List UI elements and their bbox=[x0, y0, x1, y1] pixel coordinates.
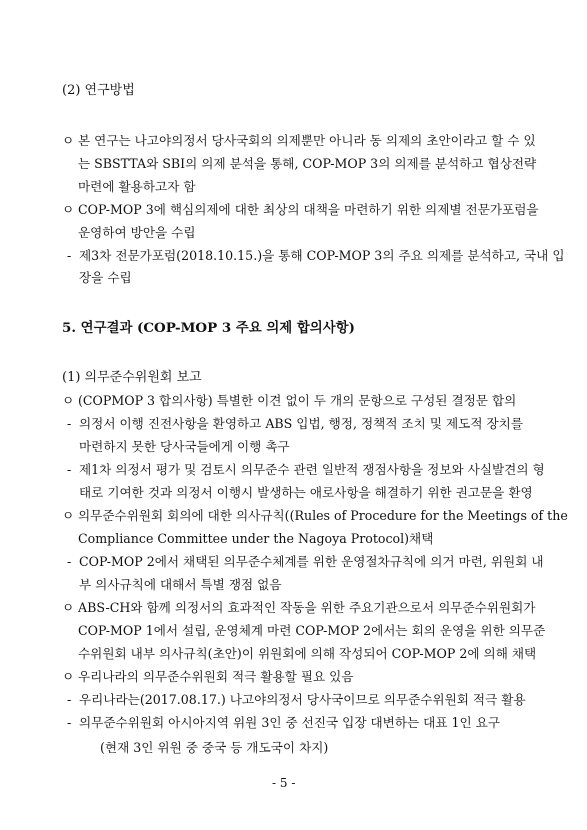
item-line: ABS-CH와 함께 의정서의 효과적인 작동을 위한 주요기관으로서 의무준수위원회가 bbox=[78, 600, 536, 615]
bullet-marker: ㅇ bbox=[62, 202, 75, 217]
item-line: 우리나라의 의무준수위원회 적극 활용할 필요 있음 bbox=[78, 669, 354, 684]
dash-marker: - bbox=[67, 248, 72, 263]
bullet-marker: ㅇ bbox=[62, 600, 75, 615]
item-line: (COPMOP 3 합의사항) 특별한 이견 없이 두 개의 문항으로 구성된 결정문 합의 bbox=[78, 393, 517, 408]
section-heading-results: 5. 연구결과 (COP-MOP 3 주요 의제 합의사항) bbox=[62, 320, 355, 336]
bullet-marker: ㅇ bbox=[62, 393, 75, 408]
item-line: 제3차 전문가포럼(2018.10.15.)을 통해 COP-MOP 3의 주요 의제를 분석하고, 국내 입 bbox=[79, 248, 565, 263]
bullet-marker: ㅇ bbox=[62, 133, 75, 148]
item-line: 본 연구는 나고야의정서 당사국회의 의제뿐만 아니라 동 의제의 초안이라고 할 수 있 bbox=[78, 133, 536, 148]
item-line: Compliance Committee under the Nagoya Protocol)채택 bbox=[78, 531, 434, 546]
dash-marker: - bbox=[67, 462, 72, 477]
item-line: COP-MOP 1에서 설립, 운영체계 마련 COP-MOP 2에서는 회의 운영을 위한 의무준 bbox=[78, 623, 546, 638]
item-line: 마련하지 못한 당사국들에게 이행 촉구 bbox=[79, 439, 290, 454]
subsection-heading-compliance: (1) 의무준수위원회 보고 bbox=[62, 370, 202, 385]
item-line: 우리나라는(2017.08.17.) 나고야의정서 당사국이므로 의무준수위원회 적극 활용 bbox=[79, 692, 526, 707]
item-line: 운영하여 방안을 수립 bbox=[78, 225, 196, 240]
dash-marker: - bbox=[67, 715, 72, 730]
dash-marker: - bbox=[67, 554, 72, 569]
item-line: 의무준수위원회 회의에 대한 의사규칙((Rules of Procedure for the Meetings of the bbox=[78, 508, 568, 523]
bullet-marker: ㅇ bbox=[62, 508, 75, 523]
item-line: 수위원회 내부 의사규칙(초안)이 위원회에 의해 작성되어 COP-MOP 2에 의해 채택 bbox=[78, 646, 537, 661]
item-line: 부 의사규칙에 대해서 특별 쟁점 없음 bbox=[79, 577, 282, 592]
dash-marker: - bbox=[67, 416, 72, 431]
item-line: 마련에 활용하고자 함 bbox=[78, 179, 196, 194]
item-line: (현재 3인 위원 중 중국 등 개도국이 차지) bbox=[100, 740, 329, 755]
page-number: - 5 - bbox=[272, 776, 296, 790]
item-line: COP-MOP 2에서 채택된 의무준수체계를 위한 운영절차규칙에 의거 마련, 위원회 내 bbox=[79, 554, 544, 569]
item-line: 는 SBSTTA와 SBI의 의제 분석을 통해, COP-MOP 3의 의제를 분석하고 협상전략 bbox=[78, 156, 537, 171]
item-line: COP-MOP 3에 핵심의제에 대한 최상의 대책을 마련하기 위한 의제별 전문가포럼을 bbox=[78, 202, 539, 217]
item-line: 의정서 이행 진전사항을 환영하고 ABS 입법, 행정, 정책적 조치 및 제도적 장치를 bbox=[79, 416, 523, 431]
bullet-marker: ㅇ bbox=[62, 669, 75, 684]
item-line: 제1차 의정서 평가 및 검토시 의무준수 관련 일반적 쟁점사항을 정보와 사실발견의 형 bbox=[79, 462, 545, 477]
section-heading-research-method: (2) 연구방법 bbox=[62, 83, 135, 98]
item-line: 장을 수립 bbox=[79, 270, 132, 285]
item-line: 태로 기여한 것과 의정서 이행시 발생하는 애로사항을 해결하기 위한 권고문을 환영 bbox=[79, 485, 533, 500]
dash-marker: - bbox=[67, 692, 72, 707]
item-line: 의무준수위원회 아시아지역 위원 3인 중 선진국 입장 대변하는 대표 1인 요구 bbox=[79, 715, 501, 730]
